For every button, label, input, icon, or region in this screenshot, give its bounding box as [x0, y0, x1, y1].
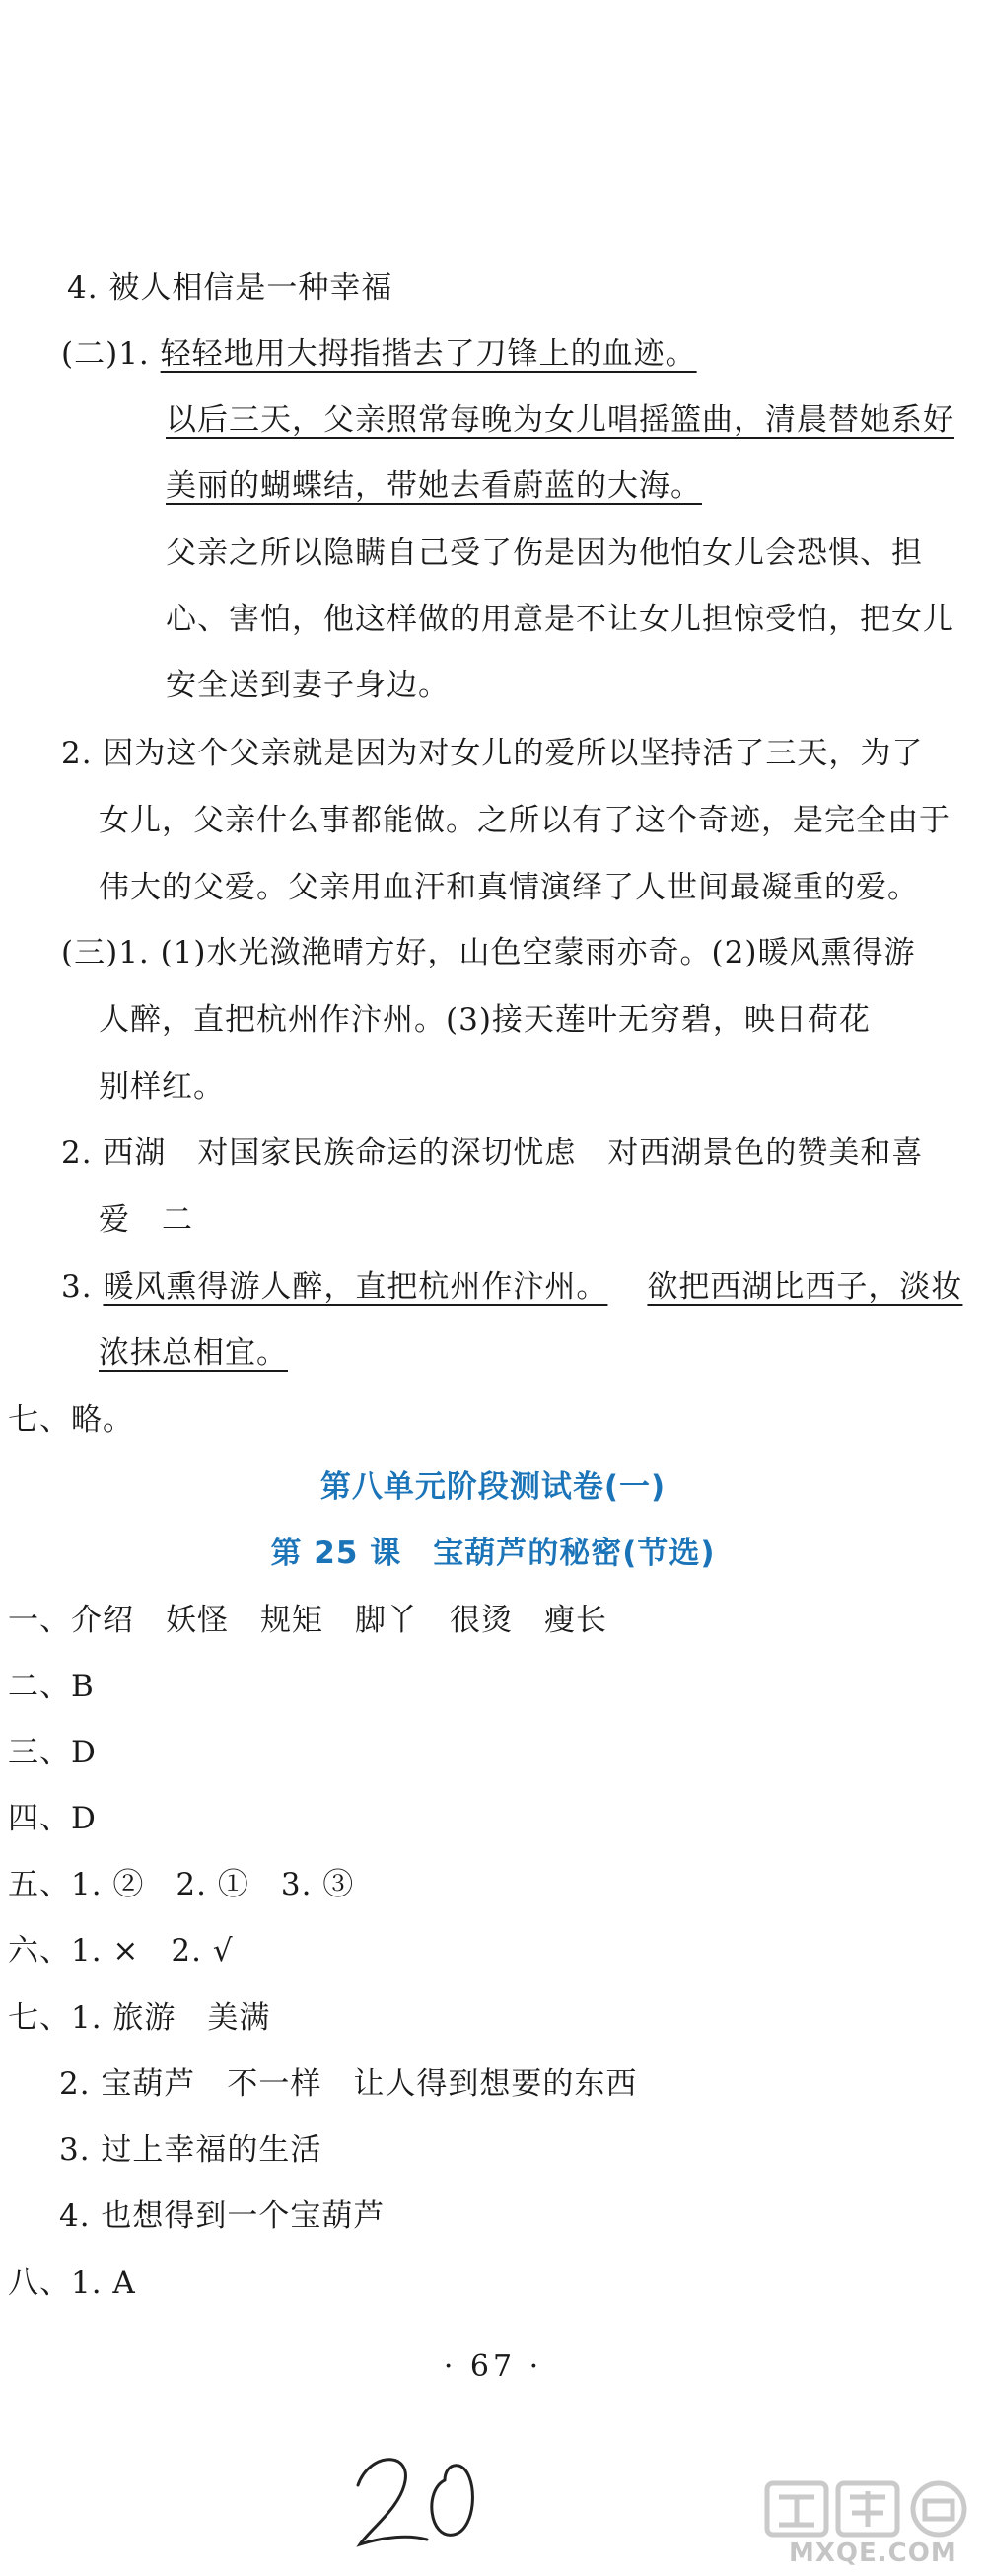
underlined-answer: 浓抹总相宜。: [99, 1335, 288, 1371]
page-number: · 67 ·: [443, 2349, 543, 2384]
handwritten-score: [350, 2446, 498, 2558]
answer-line: 4. 被人相信是一种幸福: [67, 270, 393, 306]
answer-line: [61, 1267, 962, 1307]
answer-line: 三、D: [8, 1735, 97, 1770]
answer-label: (二)1.: [61, 336, 161, 372]
answer-line: 七、略。: [8, 1402, 134, 1438]
answer-line: (三)1. (1)水光潋滟晴方好，山色空蒙雨亦奇。(2)暖风熏得游: [61, 935, 916, 970]
answer-line: 4. 也想得到一个宝葫芦: [59, 2198, 386, 2234]
underlined-answer: 以后三天，父亲照常每晚为女儿唱摇篮曲，清晨替她系好: [166, 402, 954, 438]
answer-line: 2. 西湖 对国家民族命运的深切忧虑 对西湖景色的赞美和喜: [61, 1135, 924, 1171]
answer-line: 五、1. ② 2. ① 3. ③: [8, 1867, 355, 1902]
answer-label: 3.: [61, 1269, 104, 1305]
unit-heading: 第八单元阶段测试卷(一): [319, 1469, 667, 1505]
answer-line: 伟大的父爱。父亲用血汗和真情演绎了人世间最凝重的爱。: [99, 870, 919, 905]
answer-line: 七、1. 旅游 美满: [8, 2000, 271, 2036]
watermark: [759, 2477, 984, 2572]
underlined-answer: 轻轻地用大拇指揩去了刀锋上的血迹。: [160, 336, 697, 372]
answer-line: 父亲之所以隐瞒自己受了伤是因为他怕女儿会恐惧、担: [166, 536, 923, 571]
answer-line: 一、介绍 妖怪 规矩 脚丫 很烫 瘦长: [8, 1603, 607, 1638]
answer-line: 2. 因为这个父亲就是因为对女儿的爱所以坚持活了三天，为了: [61, 736, 924, 771]
answer-line: 八、1. A: [8, 2265, 136, 2301]
answer-line: 爱 二: [99, 1202, 193, 1238]
answer-line: 别样红。: [99, 1069, 225, 1105]
answer-line: 人醉，直把杭州作汴州。(3)接天莲叶无穷碧，映日荷花: [99, 1002, 871, 1038]
answer-line: 四、D: [8, 1801, 97, 1836]
lesson-heading: 第 25 课 宝葫芦的秘密(节选): [270, 1536, 716, 1571]
answer-line: 安全送到妻子身边。: [166, 668, 450, 703]
answer-line: 心、害怕，他这样做的用意是不让女儿担惊受怕，把女儿: [166, 602, 954, 637]
underlined-answer: 美丽的蝴蝶结，带她去看蔚蓝的大海。: [166, 468, 702, 504]
answer-line: 六、1. × 2. √: [8, 1933, 234, 1968]
underlined-answer: 暖风熏得游人醉，直把杭州作汴州。: [103, 1269, 608, 1305]
underlined-answer: 欲把西湖比西子，淡妆: [647, 1269, 963, 1305]
answer-line: 2. 宝葫芦 不一样 让人得到想要的东西: [59, 2066, 638, 2102]
answer-line: [61, 334, 697, 374]
watermark-url: MXQE.COM: [789, 2539, 957, 2568]
answer-line: 二、B: [8, 1669, 95, 1704]
answer-line: 女儿，父亲什么事都能做。之所以有了这个奇迹，是完全由于: [99, 803, 951, 838]
watermark-logo-icon: [759, 2477, 984, 2540]
answer-line: 3. 过上幸福的生活: [59, 2132, 322, 2168]
